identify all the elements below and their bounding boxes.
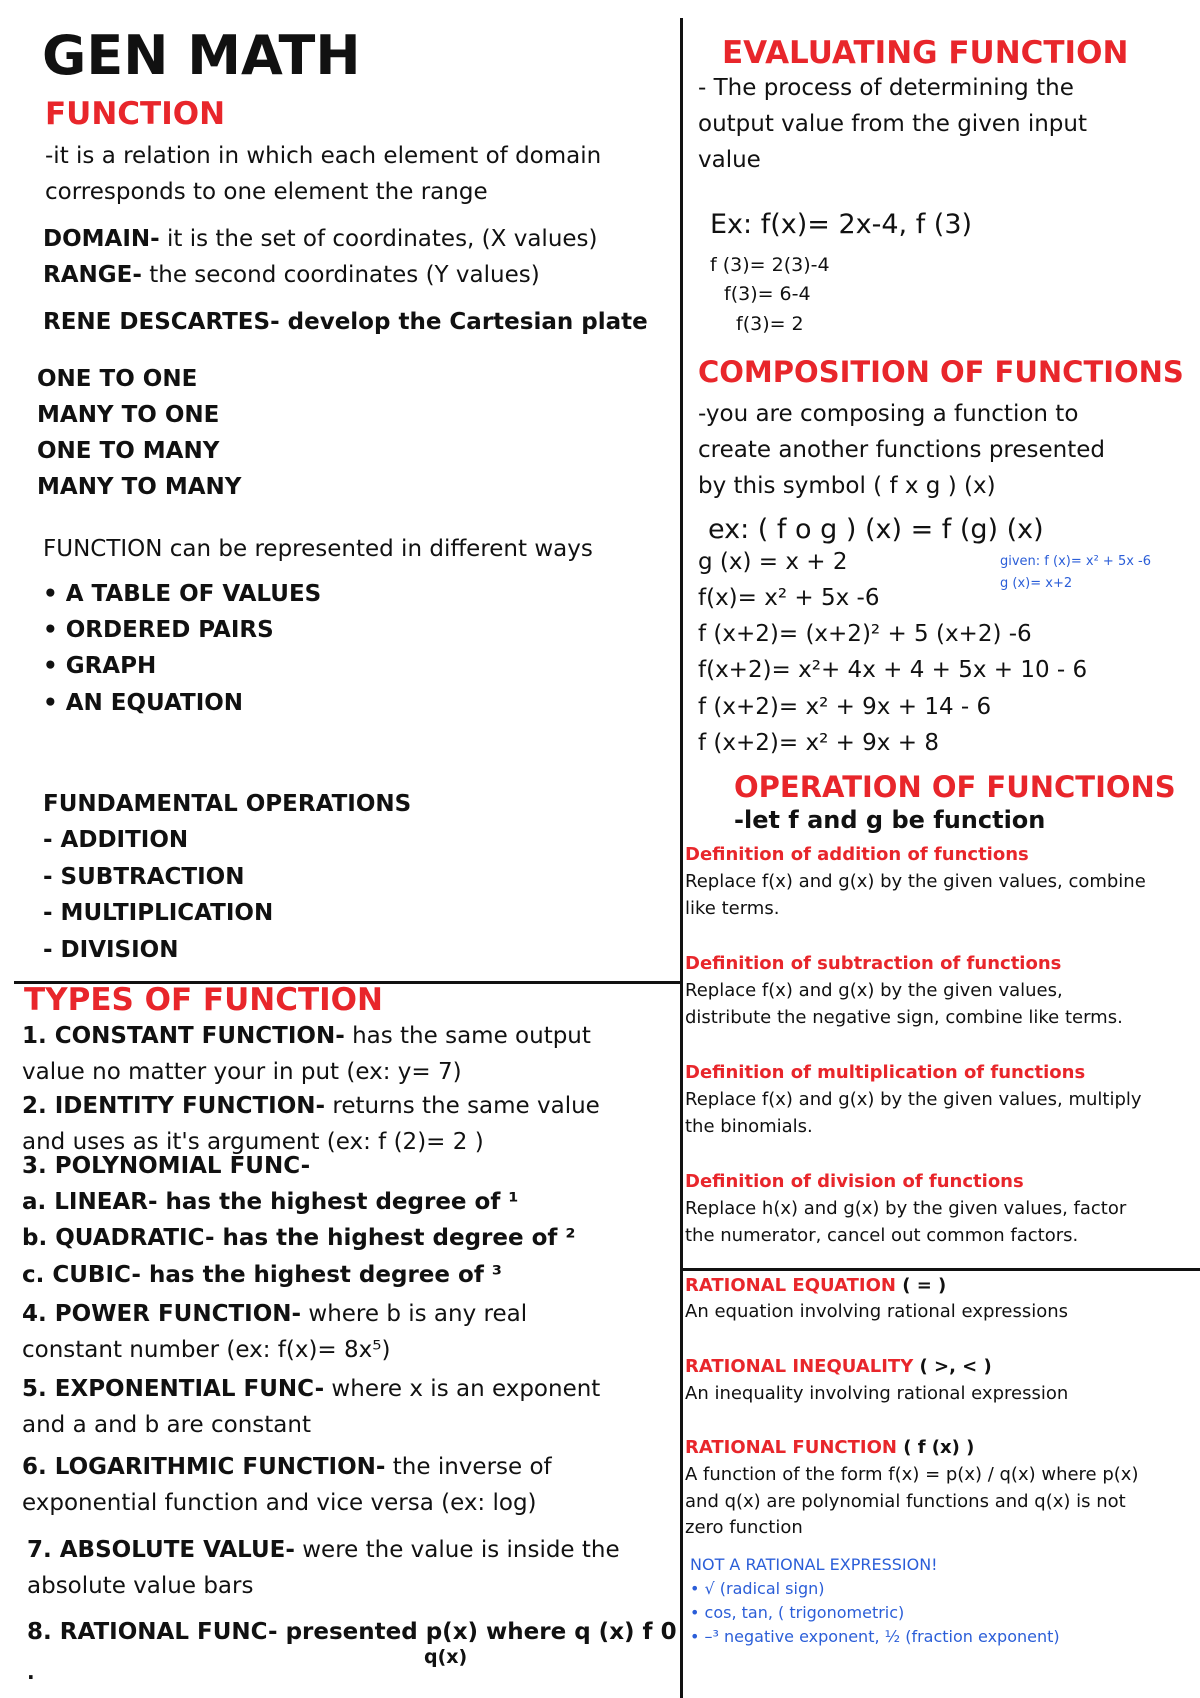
type-identity-text: returns the same value [325, 1093, 600, 1119]
composition-given-line-2: g (x)= x+2 [1000, 576, 1073, 591]
type-constant [22, 1023, 591, 1049]
type-absolute-line-2: absolute value bars [27, 1573, 254, 1599]
type-rational-dot: . [27, 1660, 35, 1684]
type-logarithmic [22, 1454, 552, 1480]
rational-inequality-text: An inequality involving rational expression [685, 1383, 1069, 1404]
composition-definition-line: -you are composing a function to [698, 401, 1079, 427]
evaluating-definition-line: value [698, 147, 761, 173]
evaluating-step: f(3)= 2 [736, 313, 804, 335]
type-polynomial-linear: a. LINEAR- has the highest degree of ¹ [22, 1189, 519, 1215]
not-rational-item: • √ (radical sign) [690, 1579, 825, 1598]
composition-step: f (x+2)= x² + 9x + 14 - 6 [698, 694, 992, 720]
composition-example: ex: ( f o g ) (x) = f (g) (x) [708, 514, 1044, 545]
multiplication-definition-text: Replace f(x) and g(x) by the given values, multiply [685, 1089, 1142, 1110]
operation-subheading: -let f and g be function [734, 806, 1046, 834]
rational-function-text: zero function [685, 1517, 803, 1538]
represent-item: • AN EQUATION [43, 690, 244, 716]
column-divider [680, 18, 683, 1698]
type-rational: 8. RATIONAL FUNC- presented p(x) where q (x) f 0 [27, 1619, 677, 1645]
multiplication-definition-title: Definition of multiplication of functions [685, 1062, 1086, 1083]
subtraction-definition-title: Definition of subtraction of functions [685, 953, 1062, 974]
evaluating-definition-line: output value from the given input [698, 111, 1088, 137]
rational-inequality-symbol: ( >, < ) [913, 1356, 992, 1377]
mapping-item: MANY TO MANY [37, 474, 242, 500]
fundamental-operation-item: - SUBTRACTION [43, 864, 245, 890]
fundamental-operation-item: - ADDITION [43, 827, 189, 853]
operation-heading: OPERATION OF FUNCTIONS [734, 770, 1176, 804]
addition-definition-text: like terms. [685, 898, 780, 919]
evaluating-step: f (3)= 2(3)-4 [710, 254, 830, 276]
domain-text: it is the set of coordinates, (X values) [159, 226, 598, 252]
composition-definition-line: create another functions presented [698, 437, 1106, 463]
type-exponential-text: where x is an exponent [324, 1376, 601, 1402]
type-absolute [27, 1537, 620, 1563]
rational-function-label: RATIONAL FUNCTION [685, 1437, 897, 1458]
range-label: RANGE- [43, 262, 142, 288]
type-constant-label: 1. CONSTANT FUNCTION- [22, 1023, 345, 1049]
addition-definition-title: Definition of addition of functions [685, 844, 1029, 865]
mapping-item: ONE TO MANY [37, 438, 220, 464]
rational-function-title [685, 1437, 974, 1458]
type-exponential [22, 1376, 600, 1402]
subtraction-definition-text: Replace f(x) and g(x) by the given values, [685, 980, 1063, 1001]
type-rational-denominator: q(x) [424, 1646, 468, 1668]
type-constant-line-2: value no matter your in put (ex: y= 7) [22, 1059, 462, 1085]
addition-definition-text: Replace f(x) and g(x) by the given values, combine [685, 871, 1146, 892]
represent-intro: FUNCTION can be represented in different ways [43, 536, 593, 562]
subtraction-definition-text: distribute the negative sign, combine like terms. [685, 1007, 1123, 1028]
type-power-label: 4. POWER FUNCTION- [22, 1301, 302, 1327]
type-power [22, 1301, 527, 1327]
type-exponential-line-2: and a and b are constant [22, 1412, 311, 1438]
type-constant-text: has the same output [344, 1023, 591, 1049]
range-definition [43, 262, 540, 288]
composition-step: f(x)= x² + 5x -6 [698, 585, 880, 611]
types-heading: TYPES OF FUNCTION [24, 982, 383, 1018]
division-definition-text: the numerator, cancel out common factors. [685, 1225, 1079, 1246]
rational-equation-symbol: ( = ) [895, 1275, 947, 1296]
type-polynomial-quadratic: b. QUADRATIC- has the highest degree of ² [22, 1225, 576, 1251]
function-definition-line-1: -it is a relation in which each element of domain [45, 143, 602, 169]
rational-function-symbol: ( f (x) ) [896, 1437, 975, 1458]
page-title: GEN MATH [42, 24, 361, 87]
mapping-item: ONE TO ONE [37, 366, 198, 392]
type-identity-line-2: and uses as it's argument (ex: f (2)= 2 ) [22, 1129, 484, 1155]
composition-step: f (x+2)= x² + 9x + 8 [698, 730, 939, 756]
function-heading: FUNCTION [45, 96, 226, 132]
rene-descartes: RENE DESCARTES- develop the Cartesian plate [43, 309, 648, 335]
rational-inequality-label: RATIONAL INEQUALITY [685, 1356, 914, 1377]
fundamental-operation-item: - DIVISION [43, 937, 179, 963]
division-definition-title: Definition of division of functions [685, 1171, 1024, 1192]
type-identity [22, 1093, 600, 1119]
composition-step: g (x) = x + 2 [698, 549, 848, 575]
represent-item: • A TABLE OF VALUES [43, 581, 322, 607]
rational-function-text: and q(x) are polynomial functions and q(x) is not [685, 1491, 1126, 1512]
type-absolute-label: 7. ABSOLUTE VALUE- [27, 1537, 295, 1563]
rational-inequality-title [685, 1356, 992, 1377]
composition-definition-line: by this symbol ( f x g ) (x) [698, 473, 996, 499]
function-definition-line-2: corresponds to one element the range [45, 179, 488, 205]
right-section-divider [681, 1268, 1200, 1271]
not-rational-item: • cos, tan, ( trigonometric) [690, 1603, 905, 1622]
type-logarithmic-line-2: exponential function and vice versa (ex: log) [22, 1490, 537, 1516]
composition-heading: COMPOSITION OF FUNCTIONS [698, 355, 1184, 389]
range-text: the second coordinates (Y values) [141, 262, 540, 288]
rational-equation-title [685, 1275, 946, 1296]
domain-label: DOMAIN- [43, 226, 160, 252]
represent-item: • ORDERED PAIRS [43, 617, 274, 643]
type-polynomial: 3. POLYNOMIAL FUNC- [22, 1153, 311, 1179]
not-rational-heading: NOT A RATIONAL EXPRESSION! [690, 1555, 938, 1574]
evaluating-example: Ex: f(x)= 2x-4, f (3) [710, 209, 973, 240]
type-identity-label: 2. IDENTITY FUNCTION- [22, 1093, 326, 1119]
composition-step: f(x+2)= x²+ 4x + 4 + 5x + 10 - 6 [698, 657, 1088, 683]
type-absolute-text: were the value is inside the [294, 1537, 620, 1563]
fundamental-operation-item: - MULTIPLICATION [43, 900, 274, 926]
rational-equation-label: RATIONAL EQUATION [685, 1275, 896, 1296]
evaluating-heading: EVALUATING FUNCTION [722, 35, 1129, 71]
type-polynomial-cubic: c. CUBIC- has the highest degree of ³ [22, 1262, 502, 1288]
composition-given-line-1: given: f (x)= x² + 5x -6 [1000, 554, 1151, 569]
division-definition-text: Replace h(x) and g(x) by the given values, factor [685, 1198, 1127, 1219]
type-power-line-2: constant number (ex: f(x)= 8x⁵) [22, 1337, 391, 1363]
represent-item: • GRAPH [43, 653, 157, 679]
not-rational-item: • –³ negative exponent, ½ (fraction exponent) [690, 1627, 1060, 1646]
evaluating-definition-line: - The process of determining the [698, 75, 1074, 101]
type-power-text: where b is any real [301, 1301, 528, 1327]
evaluating-step: f(3)= 6-4 [724, 283, 811, 305]
type-logarithmic-text: the inverse of [385, 1454, 552, 1480]
fundamental-operations-heading: FUNDAMENTAL OPERATIONS [43, 791, 412, 817]
composition-step: f (x+2)= (x+2)² + 5 (x+2) -6 [698, 621, 1032, 647]
multiplication-definition-text: the binomials. [685, 1116, 813, 1137]
mapping-item: MANY TO ONE [37, 402, 220, 428]
domain-definition [43, 226, 598, 252]
type-logarithmic-label: 6. LOGARITHMIC FUNCTION- [22, 1454, 386, 1480]
rational-function-text: A function of the form f(x) = p(x) / q(x) where p(x) [685, 1464, 1139, 1485]
type-exponential-label: 5. EXPONENTIAL FUNC- [22, 1376, 325, 1402]
rational-equation-text: An equation involving rational expressions [685, 1301, 1069, 1322]
